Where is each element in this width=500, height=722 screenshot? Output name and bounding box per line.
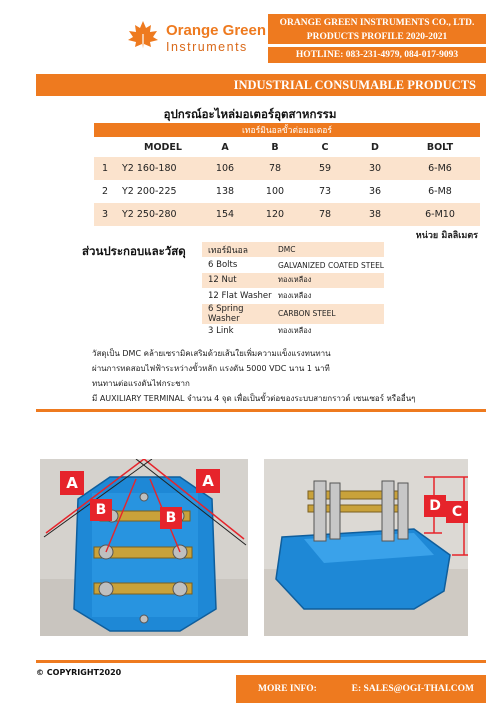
parts-row <box>202 257 384 272</box>
footer-divider <box>36 660 486 663</box>
header-cell: C <box>321 141 329 153</box>
table-cell: 2 <box>101 186 109 197</box>
table-cell: 73 <box>318 186 332 197</box>
table-row <box>94 180 480 203</box>
table-cell: Y2 200-225 <box>122 186 177 197</box>
table-cell: 38 <box>350 203 400 226</box>
part-name: เทอร์มินอล <box>202 242 276 257</box>
part-material: ทองเหลือง <box>278 326 312 336</box>
brand-name: Orange Green <box>166 22 267 39</box>
sales-email[interactable]: E: SALES@OGI-THAI.COM <box>351 684 474 694</box>
header-cell: B <box>271 141 279 153</box>
parts-row <box>202 273 384 288</box>
company-banner <box>268 14 486 44</box>
table-cell: 36 <box>368 186 382 197</box>
table-header-row <box>94 137 480 157</box>
header-cell <box>94 137 116 157</box>
profile-year: PRODUCTS PROFILE 2020-2021 <box>306 32 448 42</box>
parts-title: ส่วนประกอบและวัสดุ <box>82 244 186 258</box>
header-cell: BOLT <box>426 141 454 153</box>
part-material: GALVANIZED COATED STEEL <box>278 260 384 270</box>
header-cell: A <box>221 141 229 153</box>
table-cell: 59 <box>300 157 350 180</box>
table-cell: 30 <box>350 157 400 180</box>
parts-row <box>202 288 384 303</box>
hotline: HOTLINE: 083-231-4979, 084-017-9093 <box>268 47 486 63</box>
parts-row <box>202 304 384 324</box>
terminal-side-view-illustration <box>264 459 468 636</box>
note-line: วัสดุเป็น DMC คล้ายเซรามิคเสริมด้วยเส้นใยเพิ่มความแข็งแรงทนทาน <box>92 349 331 358</box>
company-logo <box>126 18 266 58</box>
part-material: ทองเหลือง <box>278 290 312 300</box>
part-material: CARBON STEEL <box>276 304 384 324</box>
section-banner: INDUSTRIAL CONSUMABLE PRODUCTS <box>36 74 486 96</box>
parts-row <box>202 324 384 339</box>
copyright: © COPYRIGHT2020 <box>36 668 122 677</box>
note-line: ทนทานต่อแรงดันไฟกระชาก <box>92 379 190 388</box>
table-cell: 1 <box>94 157 116 180</box>
parts-table <box>202 242 384 339</box>
unit-note: หน่วย มิลลิเมตร <box>415 231 478 241</box>
dimension-table <box>94 123 480 226</box>
product-title: อุปกรณ์อะไหล่มอเตอร์อุตสาหกรรม <box>163 107 337 121</box>
table-cell: 106 <box>200 157 250 180</box>
maple-leaf-icon <box>126 20 160 54</box>
part-name: 12 Flat Washer <box>208 290 272 301</box>
part-material: DMC <box>276 242 384 257</box>
parts-row <box>202 242 384 257</box>
header-cell: D <box>371 141 379 153</box>
table-row <box>94 157 480 180</box>
part-material: ทองเหลือง <box>276 273 384 288</box>
dimension-label-c: C <box>446 501 468 523</box>
section-divider <box>36 409 486 412</box>
table-cell: 120 <box>250 203 300 226</box>
terminal-side-view-photo <box>264 459 468 636</box>
part-name: 6 Bolts <box>208 260 238 271</box>
table-cell: 138 <box>215 186 235 197</box>
table-cell: 78 <box>250 157 300 180</box>
table-caption: เทอร์มินอลขั้วต่อมอเตอร์ <box>94 123 480 137</box>
table-cell: 3 <box>94 203 116 226</box>
terminal-top-view-photo <box>40 459 248 636</box>
dimension-label-a: A <box>196 469 220 493</box>
dimension-label-a: A <box>60 471 84 495</box>
dimension-label-b: B <box>90 499 112 521</box>
table-cell: 6-M8 <box>428 186 452 197</box>
table-caption-row <box>94 123 480 137</box>
company-name: ORANGE GREEN INSTRUMENTS CO., LTD. <box>279 18 475 28</box>
note-line: ผ่านการทดสอบไฟฟ้าระหว่างขั้วหลัก แรงดัน 5000 VDC นาน 1 นาที <box>92 364 330 373</box>
part-name: 12 Nut <box>202 273 276 288</box>
more-info-label: MORE INFO: <box>258 684 317 694</box>
dimension-label-b: B <box>160 507 182 529</box>
dimension-label-d: D <box>424 495 446 517</box>
table-cell: Y2 250-280 <box>116 203 200 226</box>
product-notes <box>92 346 415 406</box>
header-cell: MODEL <box>144 141 182 153</box>
table-cell: 154 <box>200 203 250 226</box>
brand-subname: Instruments <box>166 40 248 54</box>
table-cell: 100 <box>265 186 285 197</box>
table-cell: Y2 160-180 <box>116 157 200 180</box>
table-row <box>94 203 480 226</box>
footer-contact-bar <box>236 675 486 703</box>
table-cell: 6-M6 <box>400 157 480 180</box>
table-cell: 6-M10 <box>400 203 480 226</box>
note-line: มี AUXILIARY TERMINAL จำนวน 4 จุด เพื่อเป็นขั้วต่อของระบบสายกราวด์ เซนเซอร์ หรืออื่นๆ <box>92 394 416 403</box>
part-name: 6 Spring Washer <box>202 304 276 324</box>
part-name: 3 Link <box>208 326 234 337</box>
table-cell: 78 <box>300 203 350 226</box>
